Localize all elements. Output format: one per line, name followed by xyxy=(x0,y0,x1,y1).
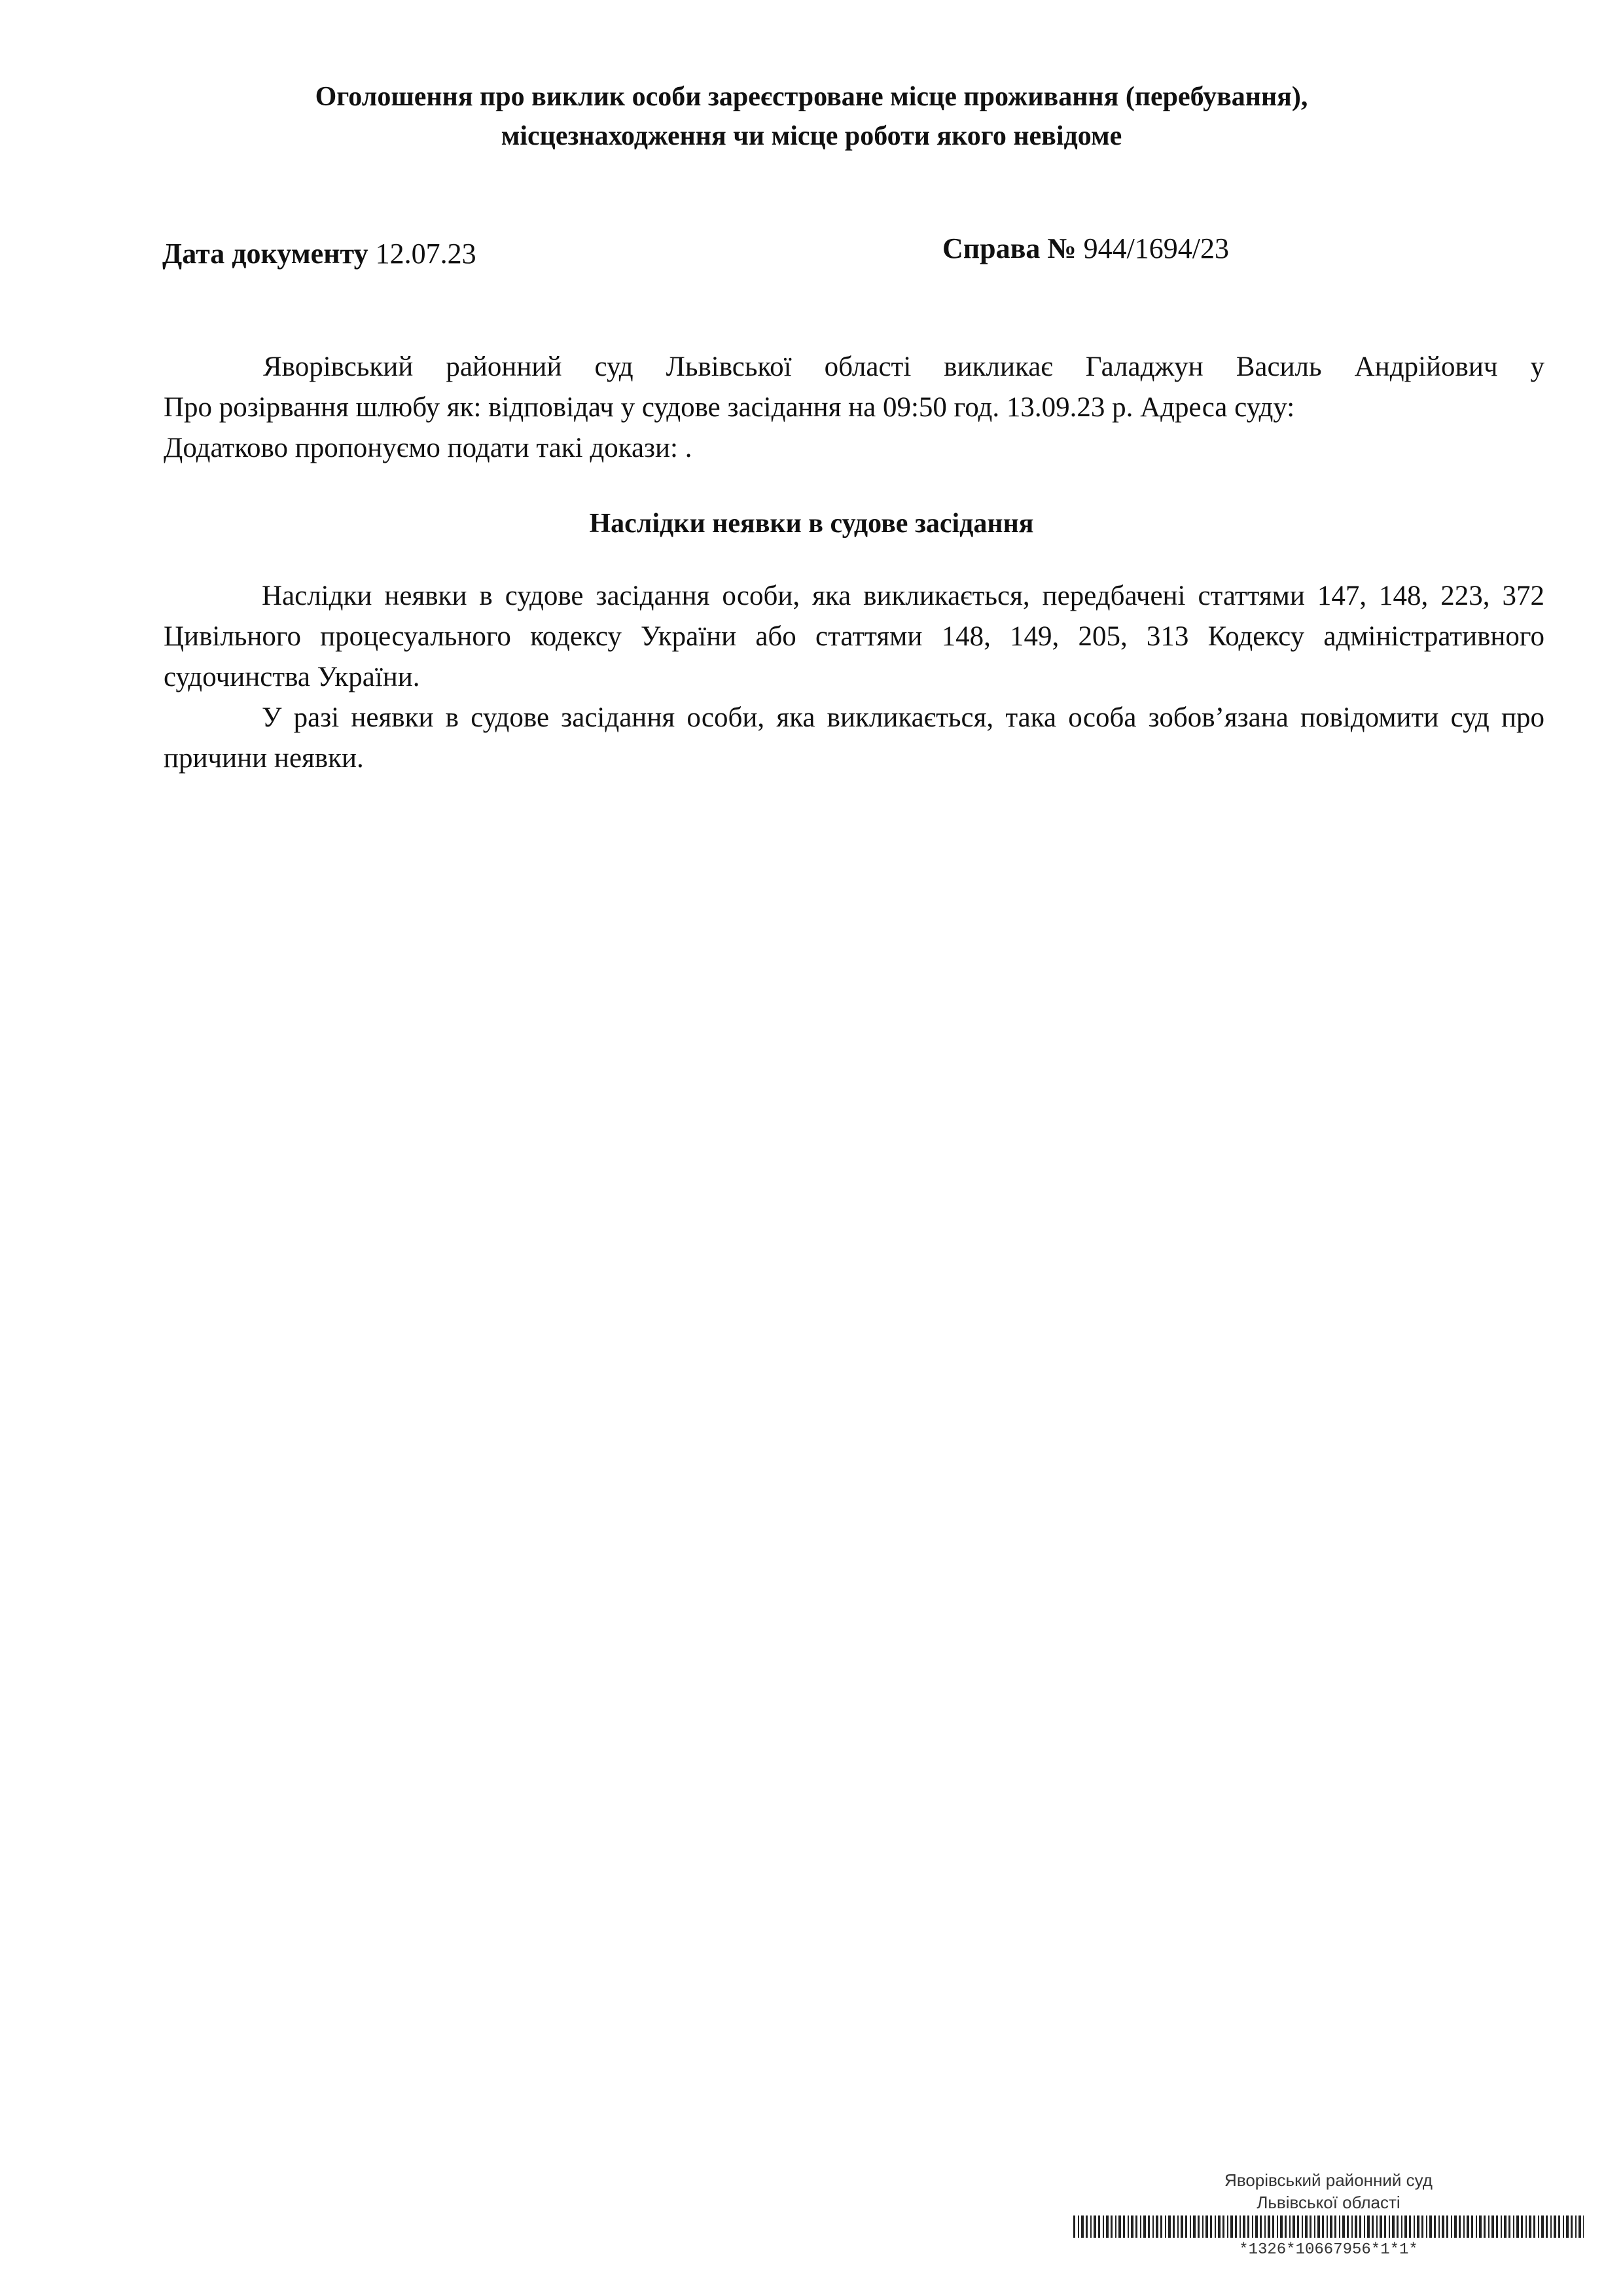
document-date-label: Дата документу xyxy=(162,238,368,270)
document-date-value: 12.07.23 xyxy=(375,238,476,270)
stamp-court-name: Яворівський районний суд xyxy=(1224,2170,1433,2190)
document-title-line2: місцезнаходження чи місце роботи якого невідоме xyxy=(501,121,1122,151)
barcode xyxy=(1073,2215,1584,2238)
case-number-label: Справа № xyxy=(942,232,1077,264)
barcode-number: *1326*10667956*1*1* xyxy=(1239,2241,1418,2259)
document-date xyxy=(162,234,476,274)
court-barcode-stamp xyxy=(1073,2170,1584,2274)
summons-line1: Яворівський районний суд Львівської області викликає Галаджун Василь Андрійович у xyxy=(263,351,1544,382)
case-number xyxy=(942,229,1229,268)
stamp-court-region: Львівської області xyxy=(1257,2193,1400,2212)
summons-text xyxy=(164,347,1544,469)
consequences-paragraph2: У разі неявки в судове засідання особи, яка викликається, така особа зобов’язана повідомити суд про причини неявки. xyxy=(164,702,1544,774)
consequences-heading: Наслідки неявки в судове засідання xyxy=(589,509,1034,539)
summons-line3: Додатково пропонуємо подати такі докази: . xyxy=(164,433,692,463)
document-title xyxy=(131,77,1492,156)
consequences-text xyxy=(164,576,1544,779)
summons-line2: Про розірвання шлюбу як: відповідач у судове засідання на 09:50 год. 13.09.23 р. Адреса суду: xyxy=(164,392,1295,423)
case-number-value: 944/1694/23 xyxy=(1083,232,1230,264)
consequences-paragraph1: Наслідки неявки в судове засідання особи, яка викликається, передбачені статтями 147, 148, 223, 372 Цивільного процесуального кодексу України або статтями 148, 149, 205, 313 Кодексу адміністративного судочинства України. xyxy=(164,581,1544,692)
document-title-line1: Оголошення про виклик особи зареєстроване місце проживання (перебування), xyxy=(315,82,1308,112)
